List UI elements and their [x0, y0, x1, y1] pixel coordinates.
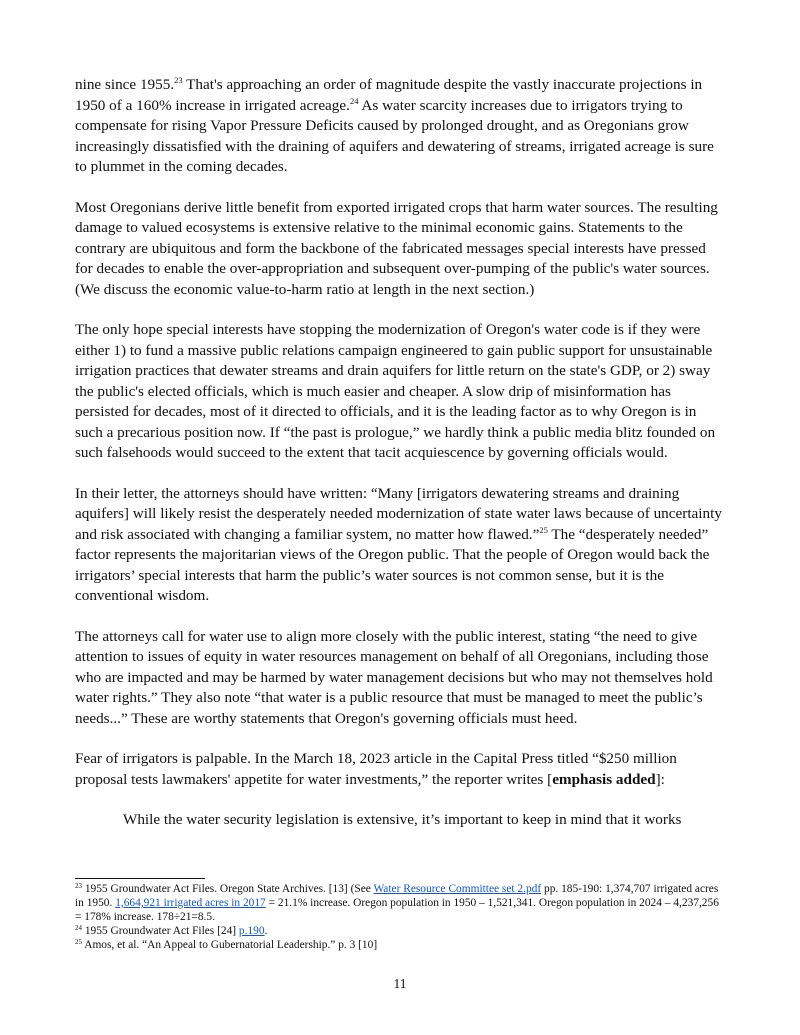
irrigated-acres-2017-link[interactable]: 1,664,921 irrigated acres in 2017 — [115, 897, 266, 909]
footnote-divider — [75, 878, 205, 879]
footnote-23: $^{23}$ 1955 Groundwater Act Files. Oregon State Archives. [13] (See Water Resource Committee set 2.pdf pp. 185-190: 1,374,707 irrigated acres in 1950. 1,664,921 irrigated acres in 2017 = 21.1% increase. Oregon population in 1950 – 1,521,341. Oregon population in 2024 – 4,237,256 = 178% increase. 178÷21=8.5. — [75, 882, 719, 923]
paragraph-3: The only hope special interests have stopping the modernization of Oregon's water code is if they were either 1) to fund a massive public relations campaign engineered to gain public support for unsustainable irrigation practices that dewater streams and drain aquifers for little return on the state's GDP, or 2) sway the public's elected officials, which is much easier and cheaper. A slow drip of misinformation has persisted for decades, most of it directed to officials, and it is the leading factor as to why Oregon is in such a precarious position now. If “the past is prologue,” we hardly think a public media blitz founded on such falsehoods would succeed to the extent that tacit acquiescence by governing officials would. — [75, 321, 716, 461]
paragraph-6 — [75, 749, 727, 790]
paragraph-5: The attorneys call for water use to align more closely with the public interest, stating “the need to give attention to issues of equity in water resources management on behalf of all Oregonians, including those who are impacted and may be harmed by water management decisions but who may not themselves hold water rights.” They also note “that water is a public resource that must be managed to meet the public’s needs...” These are worthy statements that Oregon's governing officials must heed. — [75, 627, 713, 727]
footnote-ref-23[interactable]: 23 — [174, 75, 183, 85]
p4-text-1: In their letter, the attorneys should have written: “Many [irrigators dewatering streams and draining aquifers] will likely resist the desperately needed modernization of state water laws because of uncertainty and risk associated with changing a familiar system, no matter how flawed.” — [75, 484, 722, 543]
document-body — [75, 75, 727, 831]
p1-text-1: nine since 1955. — [75, 76, 175, 93]
water-resource-committee-link[interactable]: Water Resource Committee set 2.pdf — [373, 883, 542, 895]
footnote-24: $^{24}$ 1955 Groundwater Act Files [24] p.190. — [75, 924, 268, 937]
footnote-25: $^{25}$ Amos, et al. “An Appeal to Gubernatorial Leadership.” p. 3 [10] — [75, 938, 378, 951]
p1-text-2: That's approaching an order of magnitude despite the vastly inaccurate projections in 1950 of a 160% increase in irrigated acreage. — [75, 76, 703, 114]
p6-text-2: ]: — [655, 770, 665, 788]
footnote-ref-24[interactable]: 24 — [349, 95, 359, 106]
paragraph-4 — [75, 484, 727, 607]
page-number: 11 — [393, 976, 407, 991]
paragraph-2: Most Oregonians derive little benefit from exported irrigated crops that harm water sources. The resulting damage to valued ecosystems is extensive relative to the minimal economic gains. Statements to the contrary are ubiquitous and form the backbone of the fabricated messages special interests have pressed for decades to enable the over-appropriation and subsequent over-pumping of the public's water sources. (We discuss the economic value-to-harm ratio at length in the next section.) — [75, 198, 718, 298]
footnote-number: 23 — [75, 882, 82, 890]
paragraph-1 — [75, 75, 727, 178]
footnotes — [75, 882, 727, 952]
footnote-number: 25 — [75, 938, 82, 946]
p4-text-2: The “desperately needed” factor represents the majoritarian views of the Oregon public. That the people of Oregon would back the irrigators’ special interests that harm the public’s water sources is not common sense, but it is the conventional wisdom. — [75, 525, 710, 604]
emphasis-added: emphasis added — [552, 770, 656, 788]
page-190-link[interactable]: p.190 — [238, 925, 265, 937]
footnote-ref-25[interactable]: 25 — [539, 524, 548, 535]
block-quote: While the water security legislation is extensive, it’s important to keep in mind that it works — [123, 811, 682, 828]
p1-text-3: As water scarcity increases due to irrigators trying to compensate for rising Vapor Pressure Deficits caused by prolonged drought, and as Oregonians grow increasingly dissatisfied with the draining of aquifers and dewatering of streams, irrigated acreage is sure to plummet in the coming decades. — [75, 96, 714, 175]
p6-text-1: Fear of irrigators is palpable. In the March 18, 2023 article in the Capital Press titled “$250 million proposal tests lawmakers' appetite for water investments,” the reporter writes [ — [75, 750, 677, 788]
footnote-number: 24 — [75, 924, 82, 932]
